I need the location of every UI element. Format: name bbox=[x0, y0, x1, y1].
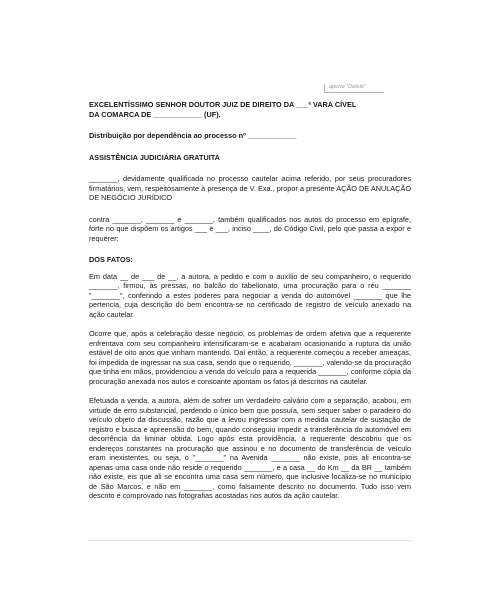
petition-document bbox=[89, 100, 411, 501]
addressee-line-2: DA COMARCA DE ____________ (UF). bbox=[89, 109, 221, 119]
addressee-line-1: EXCELENTÍSSIMO SENHOR DOUTOR JUIZ DE DIREITO DA ___ª VARA CÍVEL bbox=[89, 100, 357, 109]
delete-hint-label: aperte "Delete" bbox=[324, 84, 384, 93]
facts-paragraph-3: Efetuada a venda, a autora, além de sofrer um verdadeiro calvário com a separação, acabou, em virtude de erro substancial, perdendo o único bem que possuía, sem sequer saber o paradeiro do veículo objeto da discussão, razão que a levou ingressar com a medida cautelar de sustação de registro e busca e apreensão do bem, quando conseguiu impedir a transferência do automóvel em decorrência da liminar obtida. Logo após esta providência, a requerente descobriu que os endereços constantes na procuração que assinou e no documento de transferência de veículo eram inexistentes, ou seja, o "_______" na Avenida _______ não existe, pois ali encontra-se apenas uma casa onde não reside o requerido _______, e a casa __ do Km __ da BR __ também não existe, eis que ali se encontra uma casa sem número, que inclusive localiza-se no município de São Marcos, e não em _______, como falsamente descrito no documento. Tudo isso vem descrito e comprovado nas fotografias acostadas nos autos da ação cautelar. bbox=[89, 396, 411, 500]
facts-paragraph-2: Ocorre que, após a celebração desse negócio, os problemas de ordem afetiva que a requerente enfrentava com seu companheiro intensificaram-se e acabaram ocasionando a ruptura da união estável de oito anos que vinham mantendo. Daí então, a requerente começou a receber ameaças, foi impedida de ingressar na sua casa, sendo que o requerido, _______, valendo-se da procuração que tinha em mãos, providenciou a venda do veículo para a requerida _______, conforme cópia da procuração anexada nos autos e consoante apontam os fatos já descritos na cautelar. bbox=[89, 329, 411, 386]
legal-aid-heading: ASSISTÊNCIA JUDICIÁRIA GRATUITA bbox=[89, 152, 220, 162]
distribution-heading: Distribuição por dependência ao processo nº ____________ bbox=[89, 131, 297, 140]
intro-paragraph-2: contra _______, _______ e _______, também qualificados nos autos do processo em epígrafe, forte no que dispõem os artigos ___ e ___, inciso ____, do Código Civil, pelo que passa a expor e requerer: bbox=[89, 214, 411, 243]
facts-heading: DOS FATOS: bbox=[89, 255, 133, 264]
facts-paragraph-1: Em data __ de ___ de __, a autora, a pedido e com o auxílio de seu companheiro, o requerido _______, firmou, às pressas, no balcão do tabelionato, uma procuração para o réu _______ "_______", conferindo a estes poderes para negociar a venda do automóvel _______ que lhe pertencia, cuja descrição do bem encontra-se no certificado de registro de veículo anexado na ação cautelar. bbox=[89, 271, 411, 319]
page-divider bbox=[88, 540, 412, 541]
intro-paragraph-1: _______, devidamente qualificada no processo cautelar acima referido, por seus procuradores firmatários, vem, respeitosamente à presença de V. Exa., propor a presente AÇÃO DE ANULAÇÃO DE NEGÓCIO JURÍDICO bbox=[89, 174, 411, 202]
